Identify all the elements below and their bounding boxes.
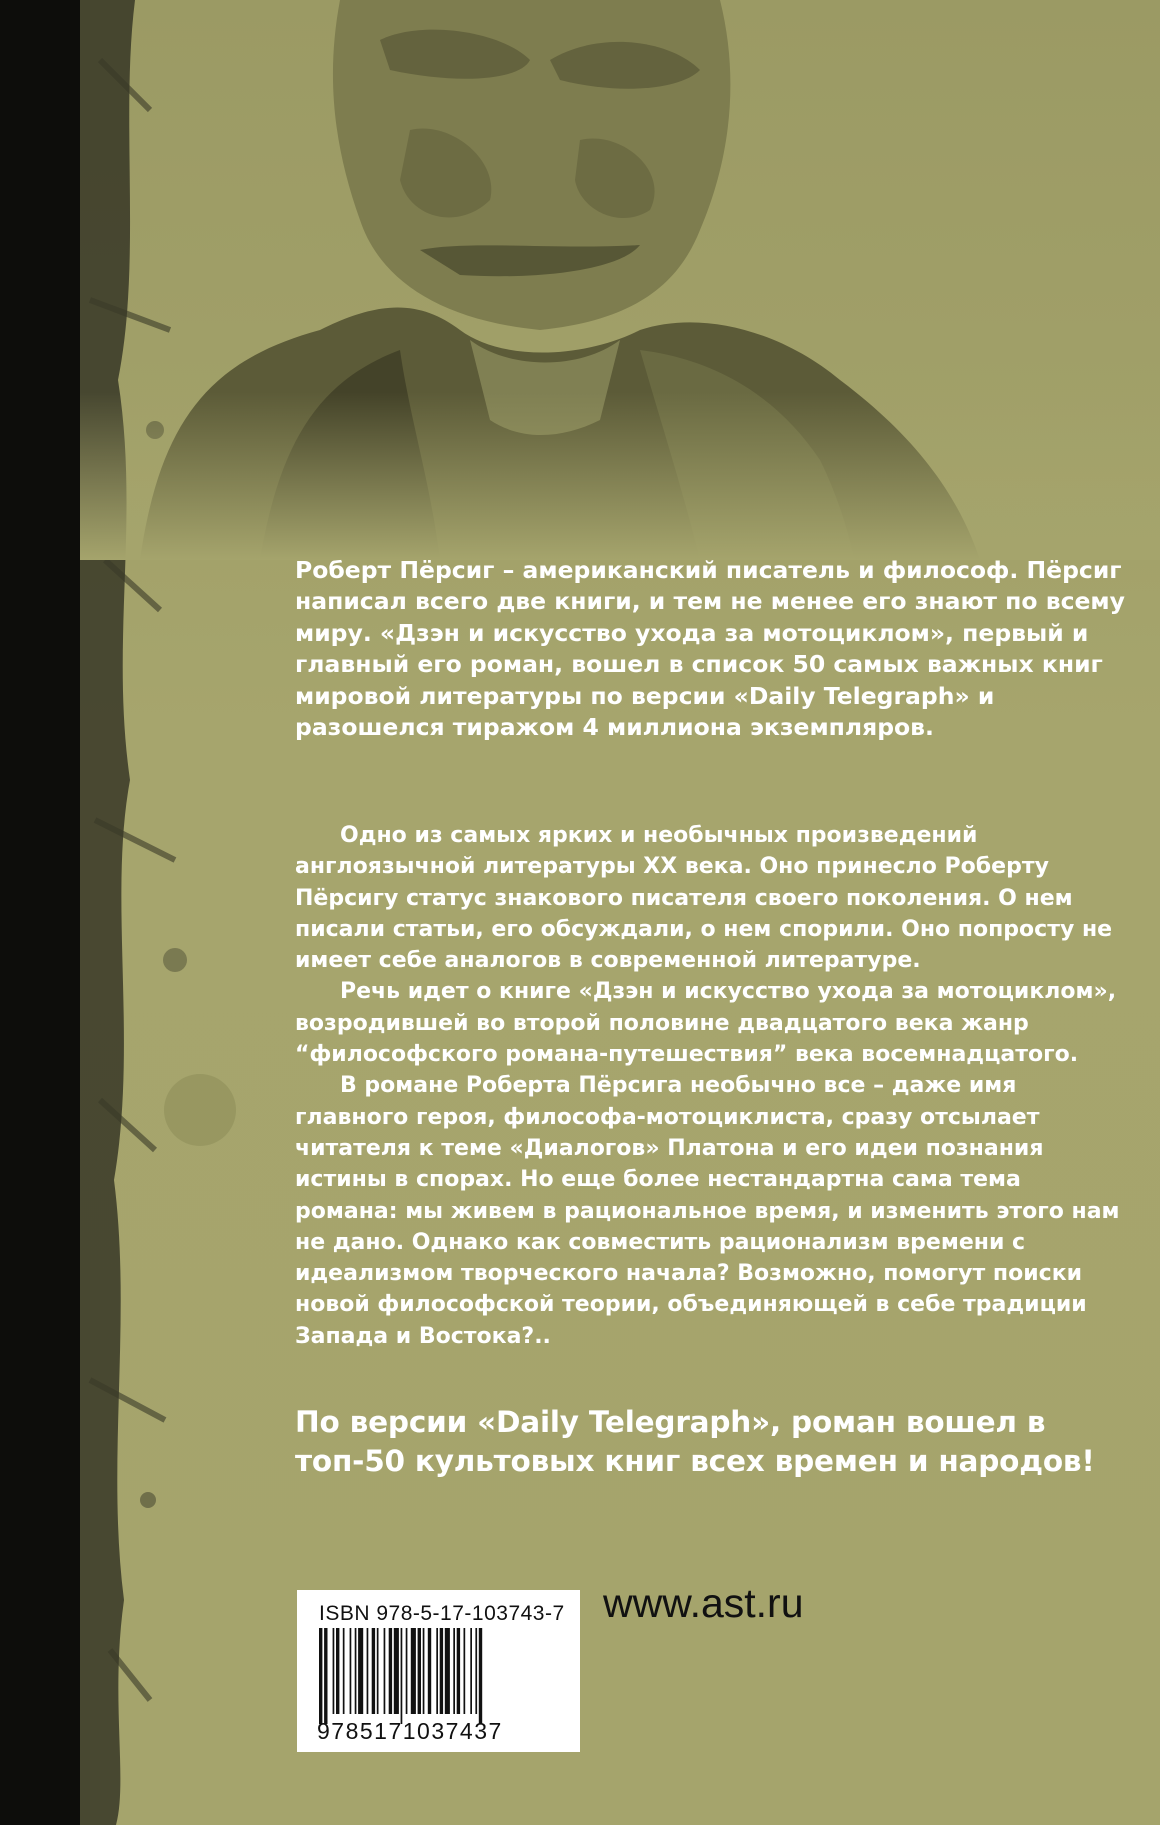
description-paragraph: В романе Роберта Пёрсига необычно все – даже имя главного героя, философа-мотоциклиста, сразу отсылает читателя к теме «Диалогов» Платона и его идеи познания истины в спорах. Но еще более нестандартна сама тема романа: мы живем в рациональное время, и изменить этого нам не дано. Однако как совместить рационализм времени с идеализмом творческого начала? Возможно, помогут поиски новой философской теории, объединяющей в себе традиции Запада и Востока?.. <box>295 1073 1120 1349</box>
author-intro: Роберт Пёрсиг – американский писатель и философ. Пёрсиг написал всего две книги, и тем не менее его знают по всему миру. «Дзэн и искусство ухода за мотоциклом», первый и главный его роман, вошел в список 50 самых важных книг мировой литературы по версии «Daily Telegraph» и разошелся тиражом 4 миллиона экземпляров. <box>295 556 1125 742</box>
barcode-bar <box>389 1628 392 1714</box>
barcode-bar <box>479 1628 482 1724</box>
isbn-barcode <box>297 1590 580 1752</box>
barcode-bar <box>453 1628 455 1714</box>
promo-slogan: По версии «Daily Telegraph», роман вошел в топ-50 культовых книг всех времен и народов! <box>295 1405 1095 1478</box>
book-description <box>295 820 1125 1352</box>
barcode-bar <box>406 1628 408 1714</box>
barcode-bar <box>384 1628 386 1714</box>
barcode-bar <box>475 1628 477 1714</box>
barcode-bars <box>319 1628 564 1724</box>
barcode-bar <box>394 1628 399 1714</box>
back-cover <box>80 0 1160 1825</box>
barcode-bar <box>343 1628 345 1714</box>
barcode-bar <box>350 1628 352 1714</box>
barcode-bar <box>324 1628 327 1724</box>
ean-digits: 9785171037437 <box>317 1718 503 1744</box>
barcode-bar <box>372 1628 375 1714</box>
barcode-bar <box>411 1628 416 1714</box>
barcode-bar <box>428 1628 431 1714</box>
barcode-bar <box>336 1628 339 1714</box>
author-portrait <box>80 0 1160 560</box>
isbn-label: ISBN 978-5-17-103743-7 <box>319 1602 565 1625</box>
barcode-bar <box>367 1628 369 1714</box>
barcode-bar <box>470 1628 472 1714</box>
book-spine <box>0 0 80 1825</box>
barcode-bar <box>436 1628 438 1714</box>
barcode-bar <box>358 1628 363 1714</box>
barcode-bar <box>418 1628 421 1714</box>
publisher-website[interactable]: www.ast.ru <box>603 1580 804 1626</box>
barcode-bar <box>333 1628 335 1714</box>
barcode-bar <box>319 1628 322 1724</box>
barcode-bar <box>355 1628 357 1714</box>
description-paragraph: Речь идет о книге «Дзэн и искусство ухода за мотоциклом», возродившей во второй половине двадцатого века жанр “философского романа-путешествия” века восемнадцатого. <box>295 979 1117 1068</box>
description-paragraph: Одно из самых ярких и необычных произведений англоязычной литературы XX века. Оно принесло Роберту Пёрсигу статус знакового писателя своего поколения. О нем писали статьи, его обсуждали, о нем спорили. Оно попросту не имеет себе аналогов в современной литературе. <box>295 823 1113 974</box>
barcode-bar <box>457 1628 460 1714</box>
barcode-bar <box>440 1628 443 1714</box>
barcode-bar <box>401 1628 403 1724</box>
barcode-bar <box>423 1628 425 1714</box>
barcode-bar <box>377 1628 379 1714</box>
barcode-bar <box>464 1628 466 1714</box>
barcode-bar <box>445 1628 450 1714</box>
